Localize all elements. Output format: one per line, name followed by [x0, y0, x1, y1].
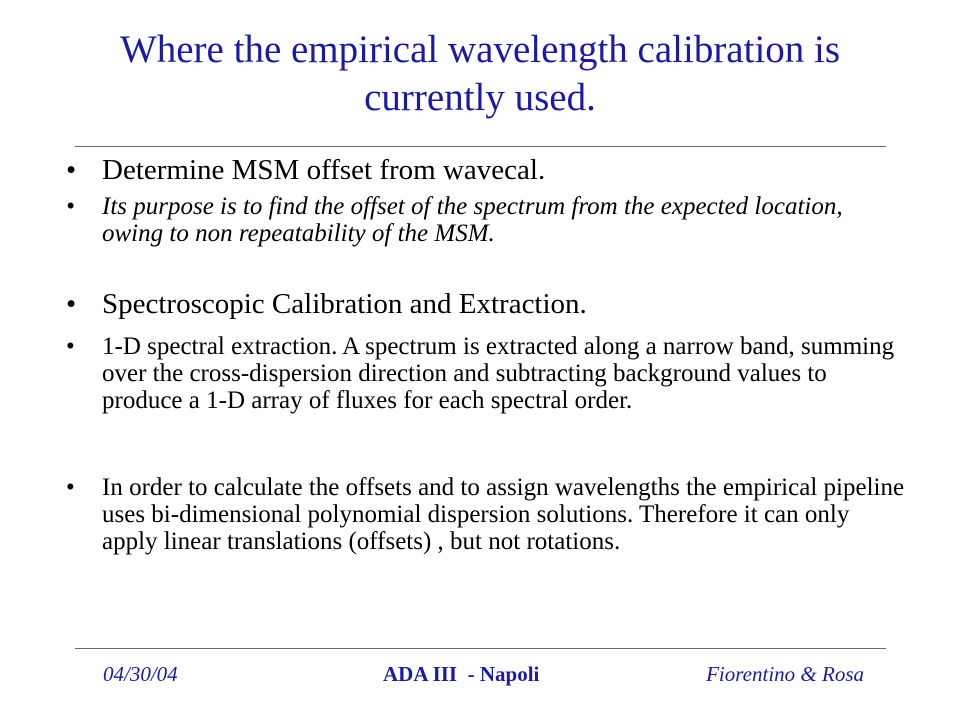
bullet-1d-extraction	[66, 333, 906, 414]
bullet-text: Its purpose is to find the offset of the spectrum from the expected location, owing to non repeatability of the MSM.	[102, 193, 843, 247]
bullet-text: Determine MSM offset from wavecal.	[102, 154, 546, 186]
bullet-marker: •	[66, 154, 77, 186]
top-divider	[75, 146, 886, 147]
slide-title: Where the empirical wavelength calibration is currently used.	[119, 28, 841, 119]
bullet-marker: •	[66, 193, 75, 220]
bullet-offsets-dispersion	[66, 474, 906, 555]
bullet-text: In order to calculate the offsets and to assign wavelengths the empirical pipeline uses bi-dimensional polynomial dispersion solutions. Therefore it can only apply linear translations (offsets) , but not rotations.	[102, 474, 905, 555]
bullet-marker: •	[66, 333, 75, 360]
footer-event: ADA III - Napoli	[383, 662, 540, 686]
bullet-spectroscopic-calibration	[66, 287, 906, 321]
footer-authors: Fiorentino & Rosa	[706, 662, 864, 686]
bullet-marker: •	[66, 474, 75, 501]
bullet-msm-offset	[66, 153, 906, 187]
bullet-text: Spectroscopic Calibration and Extraction.	[102, 288, 587, 320]
bottom-divider	[75, 648, 886, 649]
bullet-text: 1-D spectral extraction. A spectrum is extracted along a narrow band, summing over the cross-dispersion direction and subtracting background values to produce a 1-D array of fluxes for each spectral order.	[102, 333, 895, 414]
bullet-msm-purpose	[66, 193, 906, 247]
bullet-marker: •	[66, 288, 77, 320]
footer-date: 04/30/04	[103, 662, 178, 686]
